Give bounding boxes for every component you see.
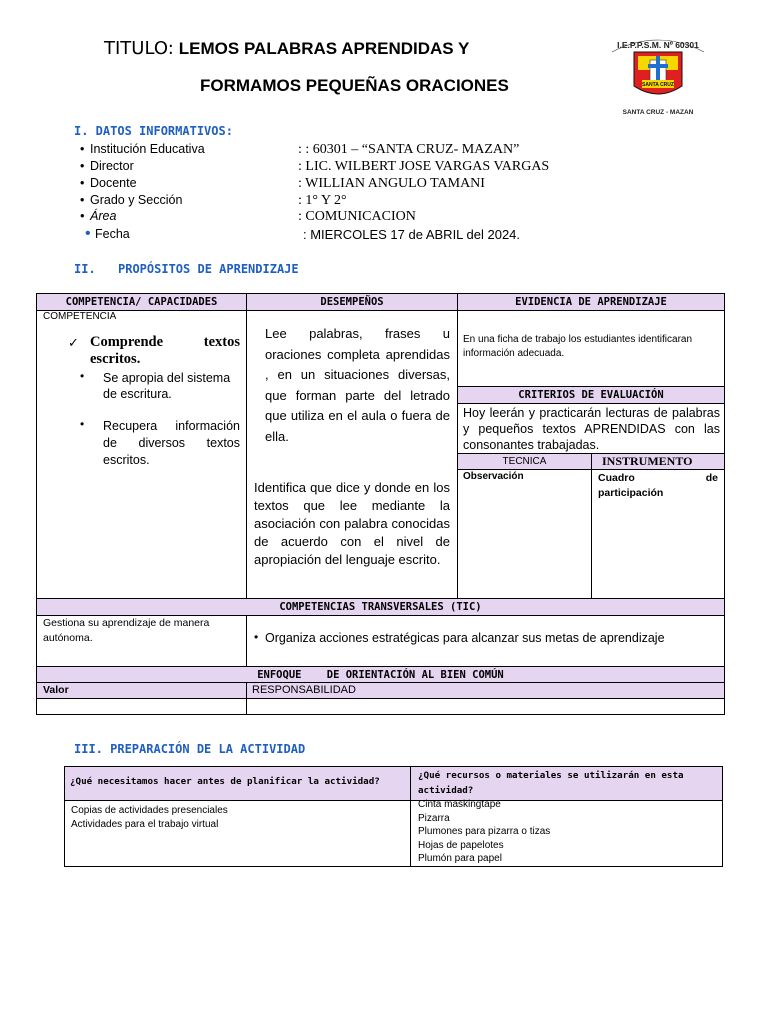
bullet-icon: • <box>80 417 85 431</box>
info-label: • Institución Educativa <box>90 141 205 158</box>
info-label: • Grado y Sección <box>90 192 182 209</box>
list-item: Plumón para papel <box>418 853 502 864</box>
info-value: : 1° Y 2° <box>298 193 347 208</box>
svg-text:SANTA CRUZ: SANTA CRUZ <box>642 82 674 88</box>
desempeno-1: Lee palabras, frases u oraciones completa aprendidas , en un situaciones diversas, que forman parte del letrado que utiliza en el aula o fuera de ella. <box>265 326 450 444</box>
section-3-heading: III. PREPARACIÓN DE LA ACTIVIDAD <box>74 742 306 756</box>
left-items-list <box>71 804 228 832</box>
enfoque-header: ENFOQUE DE ORIENTACIÓN AL BIEN COMÚN <box>37 667 724 682</box>
capacidad-item: Se apropia del sistema de escritura. <box>103 371 231 401</box>
section-2-heading: PROPÓSITOS DE APRENDIZAJE <box>118 262 299 276</box>
title-text-1: LEMOS PALABRAS APRENDIDAS Y <box>178 39 470 58</box>
criterios-text: Hoy leerán y practicarán lecturas de palabras y pequeños textos APRENDIDAS con las consonantes trabajadas. <box>463 406 720 452</box>
info-value: : LIC. WILBERT JOSE VARGAS VARGAS <box>298 159 550 174</box>
transversal-header: COMPETENCIAS TRANSVERSALES (TIC) <box>37 599 724 615</box>
transversal-left: Gestiona su aprendizaje de manera autónoma. <box>43 617 210 644</box>
bullet-icon: • <box>254 630 259 644</box>
info-label: • Docente <box>90 175 137 192</box>
right-items-list <box>418 798 550 866</box>
svg-text:I.E.P.P.S.M. Nº 60301: I.E.P.P.S.M. Nº 60301 <box>617 40 699 50</box>
info-label: • Área <box>90 208 116 225</box>
list-item: Plumones para pizarra o tizas <box>418 826 551 837</box>
q2-text: ¿Qué recursos o materiales se utilizarán en esta actividad? <box>418 770 684 796</box>
list-item: Copias de actividades presenciales <box>71 805 228 816</box>
tecnica-header: TECNICA <box>458 454 591 469</box>
list-item: Hojas de papelotes <box>418 839 504 851</box>
criterios-header: CRITERIOS DE EVALUACIÓN <box>458 387 724 403</box>
page-title-line1 <box>104 38 469 59</box>
page-title-line2: FORMAMOS PEQUEÑAS ORACIONES <box>200 76 509 95</box>
col-header-desempenos: DESEMPEÑOS <box>247 294 457 310</box>
valor-value: RESPONSABILIDAD <box>252 684 356 696</box>
info-value: : : 60301 – “SANTA CRUZ- MAZAN” <box>298 142 520 157</box>
capacidad-item: Recupera información de diversos textos escritos. <box>103 419 240 467</box>
check-icon: ✓ <box>68 335 79 350</box>
section-2-number: II. <box>74 262 96 276</box>
instrumento-value: Cuadro de participación <box>598 472 718 499</box>
transversal-right: Organiza acciones estratégicas para alcanzar sus metas de aprendizaje <box>265 631 665 645</box>
svg-text:SANTA CRUZ - MAZAN: SANTA CRUZ - MAZAN <box>622 109 694 116</box>
q1-text: ¿Qué necesitamos hacer antes de planificar la actividad? <box>70 776 380 787</box>
col-header-competencia: COMPETENCIA/ CAPACIDADES <box>37 294 246 310</box>
list-item: Pizarra <box>418 812 450 824</box>
info-label: • Director <box>90 158 134 175</box>
valor-row-bg <box>37 683 724 698</box>
tecnica-value: Observación <box>463 471 524 482</box>
school-logo <box>604 30 712 122</box>
info-value: : COMUNICACION <box>298 209 416 224</box>
col-header-evidencia: EVIDENCIA DE APRENDIZAJE <box>458 294 724 310</box>
valor-label: Valor <box>43 684 69 696</box>
competencia-label: COMPETENCIA <box>43 311 117 322</box>
section-1-heading: I. DATOS INFORMATIVOS: <box>74 124 233 138</box>
info-value: : WILLIAN ANGULO TAMANI <box>298 176 485 191</box>
list-item: Cinta maskingtape <box>418 799 501 810</box>
info-label: • Fecha <box>95 226 130 243</box>
info-value: : MIERCOLES 17 de ABRIL del 2024. <box>303 227 521 242</box>
list-item: Actividades para el trabajo virtual <box>71 819 219 830</box>
competencia-title: Comprende textos escritos. <box>90 334 240 367</box>
bullet-icon: • <box>80 369 85 383</box>
evidencia-text: En una ficha de trabajo los estudiantes identificaran información adecuada. <box>463 334 693 359</box>
instrumento-header: INSTRUMENTO <box>592 454 724 469</box>
desempeno-2: Identifica que dice y donde en los textos que lee mediante la asociación con palabra conocidas de acuerdo con el nivel de apropiación del lenguaje escrito. <box>254 480 450 567</box>
title-prefix: TITULO: <box>104 38 174 59</box>
